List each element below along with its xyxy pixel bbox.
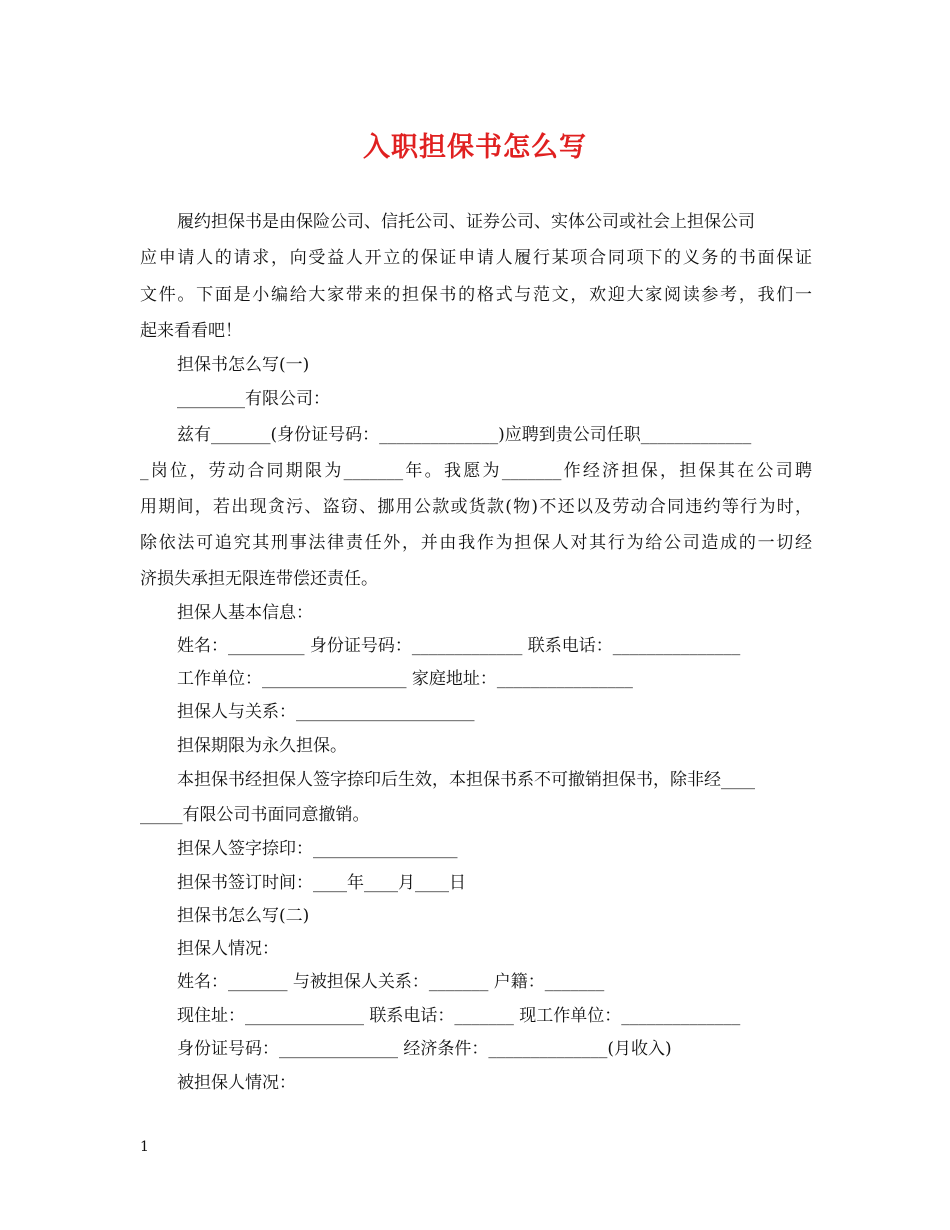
section-heading: 担保书怎么写(二) xyxy=(177,906,310,926)
paragraph-line: 本担保书经担保人签字捺印后生效，本担保书系不可撤销担保书，除非经____ xyxy=(177,770,755,790)
page-number: 1 xyxy=(140,1139,149,1155)
section-heading: 担保书怎么写(一) xyxy=(177,355,310,375)
form-line: 担保人与关系：_____________________ xyxy=(177,702,475,722)
section-label: 担保人情况： xyxy=(177,939,279,959)
form-line: 姓名：_______ 与被担保人关系：_______ 户籍：_______ xyxy=(177,972,605,992)
paragraph-line: 兹有_______(身份证号码：______________)应聘到贵公司任职_____________ xyxy=(177,425,752,445)
signature-line: 担保人签字捺印：_________________ xyxy=(177,839,458,859)
form-line: 工作单位：_________________ 家庭地址：________________ xyxy=(177,669,633,689)
section-label: 担保人基本信息： xyxy=(177,603,313,623)
form-line: 姓名：_________ 身份证号码：_____________ 联系电话：_______________ xyxy=(177,636,741,656)
paragraph-line: 履约担保书是由保险公司、信托公司、证券公司、实体公司或社会上担保公司 xyxy=(177,212,755,232)
date-line: 担保书签订时间：____年____月____日 xyxy=(177,873,466,893)
paragraph-line: 除依法可追究其刑事法律责任外，并由我作为担保人对其行为给公司造成的一切经 xyxy=(140,533,812,553)
paragraph-line: 济损失承担无限连带偿还责任。 xyxy=(140,569,378,589)
paragraph-line: _____有限公司书面同意撤销。 xyxy=(140,805,370,825)
paragraph-line: 文件。下面是小编给大家带来的担保书的格式与范文，欢迎大家阅读参考，我们一 xyxy=(140,285,812,305)
document-title: 入职担保书怎么写 xyxy=(363,132,587,163)
section-label: 被担保人情况： xyxy=(177,1073,296,1093)
paragraph-line: 应申请人的请求，向受益人开立的保证申请人履行某项合同项下的义务的书面保证 xyxy=(140,248,812,268)
form-line: 现住址：______________ 联系电话：_______ 现工作单位：______________ xyxy=(177,1006,741,1026)
paragraph-line: 担保期限为永久担保。 xyxy=(177,736,347,756)
paragraph-line: _岗位，劳动合同期限为_______年。我愿为_______作经济担保，担保其在公司聘 xyxy=(140,461,812,481)
addressee-line: ________有限公司： xyxy=(177,389,330,409)
paragraph-line: 起来看看吧！ xyxy=(140,321,242,341)
paragraph-line: 用期间，若出现贪污、盗窃、挪用公款或货款(物)不还以及劳动合同违约等行为时， xyxy=(140,497,812,517)
form-line: 身份证号码：______________ 经济条件：______________(月收入) xyxy=(177,1039,672,1059)
